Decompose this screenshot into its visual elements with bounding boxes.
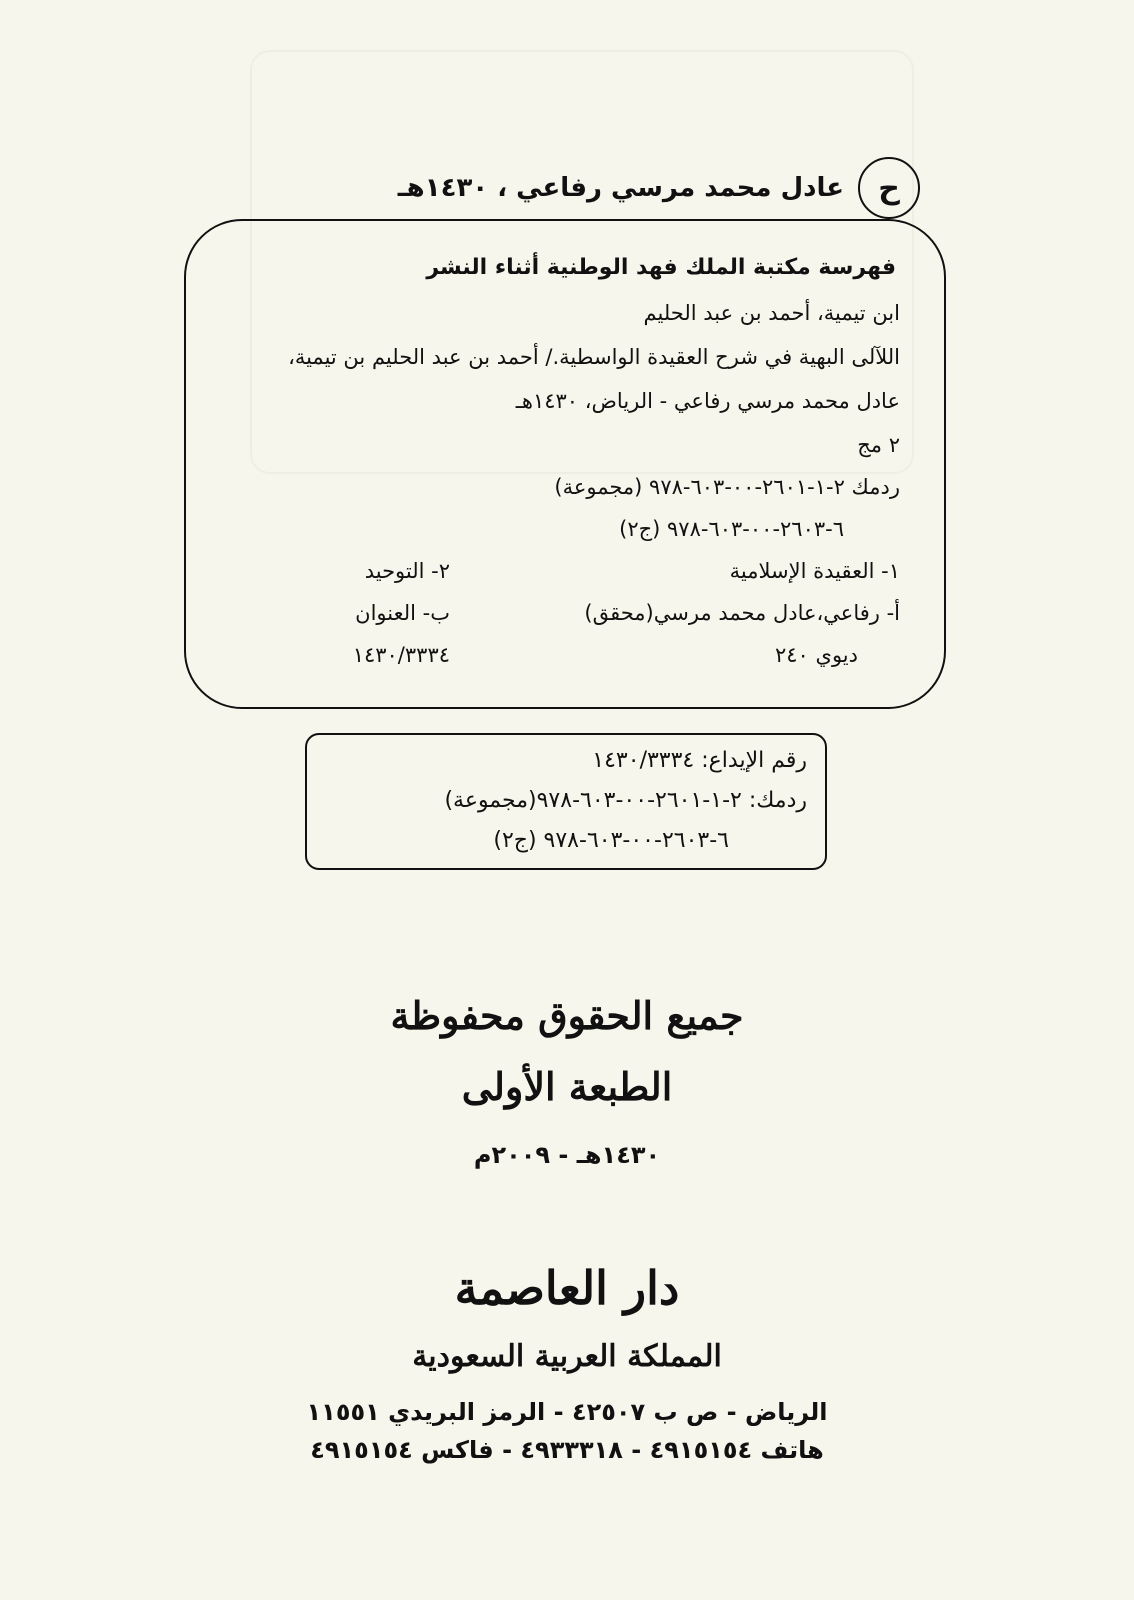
catalog-added-entry-2: ب- العنوان [355,601,450,625]
publisher-name: دار العاصمة [454,1261,680,1315]
deposit-isbn-volume: ٦-٢٦٠٣-٠٠-٦٠٣-٩٧٨ (ج٢) [493,828,729,853]
copyright-symbol: ح [858,157,920,219]
deposit-isbn-set: ردمك: ٢-١-٢٦٠١-٠٠-٦٠٣-٩٧٨(مجموعة) [444,788,807,813]
catalog-heading: فهرسة مكتبة الملك فهد الوطنية أثناء النشر [426,255,896,280]
catalog-isbn-set: ردمك ٢-١-٢٦٠١-٠٠-٦٠٣-٩٧٨ (مجموعة) [554,475,900,499]
catalog-deposit-number: ١٤٣٠/٣٣٣٤ [352,643,450,667]
catalog-isbn-volume: ٦-٢٦٠٣-٠٠-٦٠٣-٩٧٨ (ج٢) [619,517,844,541]
publisher-phone-fax: هاتف ٤٩١٥١٥٤ - ٤٩٣٣٣١٨ - فاكس ٤٩١٥١٥٤ [310,1436,824,1464]
catalog-subject-2: ٢- التوحيد [364,559,450,583]
publisher-country: المملكة العربية السعودية [412,1339,722,1374]
catalog-volumes: ٢ مج [857,433,900,457]
deposit-number: رقم الإيداع: ١٤٣٠/٣٣٣٤ [592,748,807,773]
edition-statement: الطبعة الأولى [461,1064,673,1109]
legal-deposit-box [305,733,827,870]
copyright-notice [397,160,920,216]
catalog-subject-1: ١- العقيدة الإسلامية [729,559,900,583]
catalog-added-entry-1: أ- رفاعي،عادل محمد مرسي(محقق) [584,601,900,625]
publication-year: ١٤٣٠هـ - ٢٠٠٩م [473,1141,661,1169]
catalog-title-line1: اللآلى البهية في شرح العقيدة الواسطية./ أحمد بن عبد الحليم بن تيمية، [288,345,900,369]
copyright-holder: عادل محمد مرسي رفاعي ، ١٤٣٠هـ [397,173,844,203]
publisher-address: الرياض - ص ب ٤٢٥٠٧ - الرمز البريدي ١١٥٥١ [306,1398,828,1426]
catalog-title-line2: عادل محمد مرسي رفاعي - الرياض، ١٤٣٠هـ [515,389,900,413]
cataloging-in-publication-box [184,219,946,709]
all-rights-reserved: جميع الحقوق محفوظة [390,993,744,1038]
catalog-dewey: ديوي ٢٤٠ [774,643,858,667]
catalog-author: ابن تيمية، أحمد بن عبد الحليم [643,301,900,325]
